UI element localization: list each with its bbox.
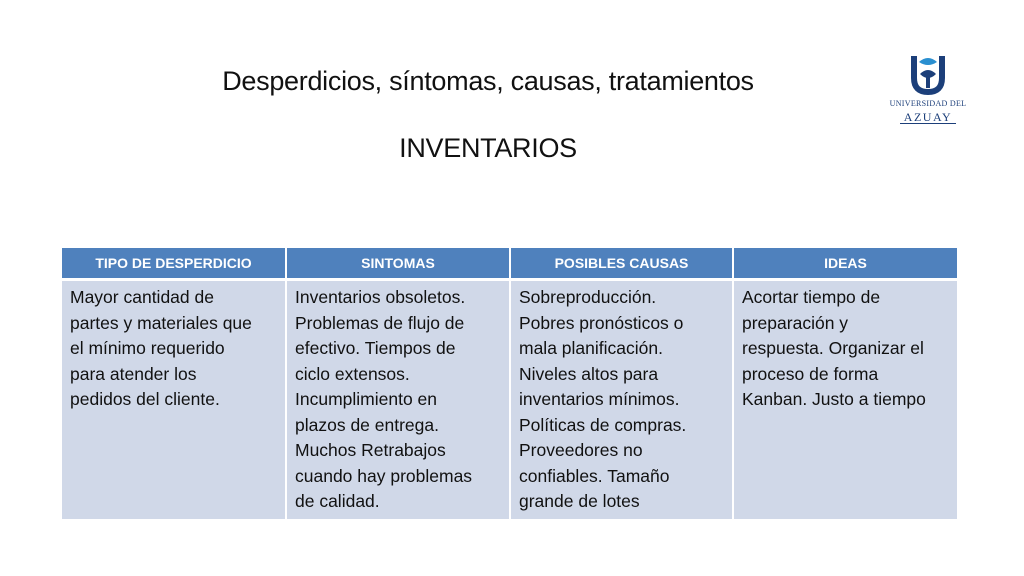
cell-line: Inventarios obsoletos. (295, 287, 466, 307)
cell-line: Pobres pronósticos o (519, 312, 684, 333)
cell-ideas (733, 280, 957, 519)
university-logo (884, 52, 972, 136)
cell-line: Problemas de flujo de (295, 312, 465, 333)
cell-line: partes y materiales que (70, 312, 252, 333)
cell-line: proceso de forma (742, 363, 879, 384)
header-sintomas: SINTOMAS (286, 248, 510, 280)
cell-line: mala planificación. (519, 338, 663, 358)
cell-line: Muchos Retrabajos (295, 440, 446, 460)
cell-line: Kanban. Justo a tiempo (742, 389, 926, 409)
cell-line: Mayor cantidad de (70, 287, 214, 307)
cell-line: Sobreproducción. (519, 287, 657, 307)
cell-line: de calidad. (295, 491, 380, 511)
cell-line: para atender los (70, 363, 197, 384)
cell-line: Políticas de compras. (519, 414, 687, 435)
logo-text-line1: UNIVERSIDAD DEL (889, 99, 967, 108)
cell-causas (510, 280, 733, 519)
slide-title: Desperdicios, síntomas, causas, tratamientos (222, 66, 754, 96)
cell-line: efectivo. Tiempos de (295, 338, 456, 358)
cell-line: respuesta. Organizar el (742, 338, 924, 358)
table-header-row (62, 248, 957, 280)
table-row (62, 280, 957, 519)
cell-tipo (62, 280, 286, 519)
cell-line: el mínimo requerido (70, 338, 225, 358)
cell-sintomas (286, 280, 510, 519)
cell-line: grande de lotes (519, 491, 640, 511)
header-ideas: IDEAS (733, 248, 957, 280)
header-tipo: TIPO DE DESPERDICIO (62, 248, 286, 280)
cell-line: cuando hay problemas (295, 465, 473, 486)
cell-line: pedidos del cliente. (70, 389, 220, 409)
cell-line: Niveles altos para (519, 363, 659, 384)
header-causas: POSIBLES CAUSAS (510, 248, 733, 280)
cell-line: ciclo extensos. (295, 363, 410, 384)
cell-line: Proveedores no (519, 440, 643, 460)
logo-text-line2: AZUAY (900, 111, 956, 124)
slide-subtitle: INVENTARIOS (399, 133, 577, 163)
waste-table (62, 248, 957, 519)
cell-line: Acortar tiempo de (742, 287, 881, 307)
cell-line: confiables. Tamaño (519, 465, 670, 486)
cell-line: inventarios mínimos. (519, 389, 680, 409)
logo-emblem-icon (906, 52, 950, 98)
cell-line: Incumplimiento en (295, 389, 438, 409)
cell-line: plazos de entrega. (295, 414, 439, 435)
cell-line: preparación y (742, 312, 849, 333)
